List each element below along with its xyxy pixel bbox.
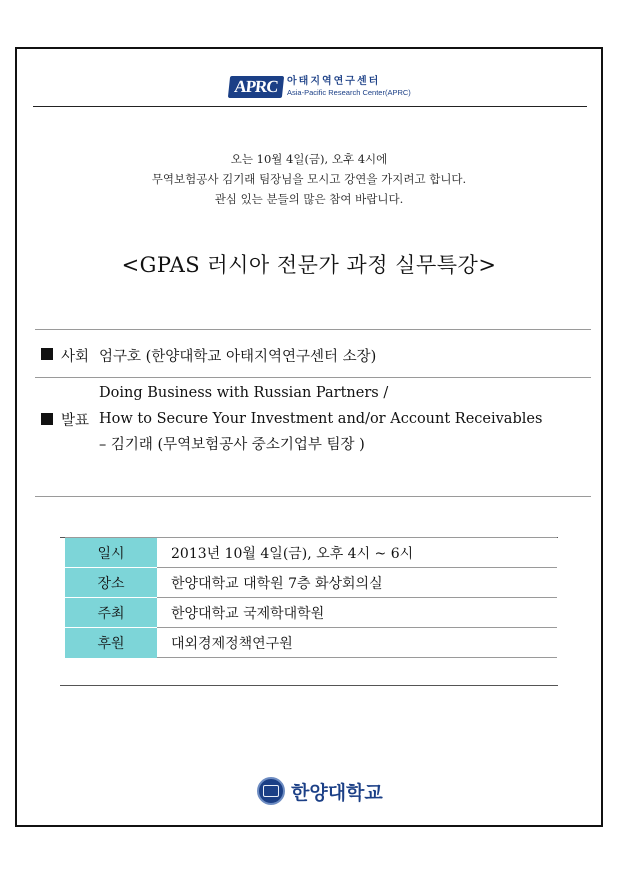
presentation-line-3: – 김기래 (무역보험공사 중소기업부 팀장 ) <box>99 437 365 453</box>
lecture-title: <GPAS 러시아 전문가 과정 실무특강> <box>121 253 497 277</box>
square-bullet-icon <box>41 348 53 360</box>
presentation-line-1: Doing Business with Russian Partners / <box>99 385 389 401</box>
table-bottom-rule <box>60 685 558 686</box>
host-row <box>41 345 376 366</box>
intro-line-1: 오는 10월 4일(금), 오후 4시에 <box>230 152 388 166</box>
presentation-label: 발표 <box>61 413 90 429</box>
divider-3 <box>35 496 591 497</box>
university-seal-icon <box>257 777 285 805</box>
table-row <box>65 538 557 568</box>
university-logo <box>257 777 383 805</box>
divider-1 <box>35 329 591 330</box>
aprc-logo-text <box>287 77 411 97</box>
presentation-details <box>99 380 542 458</box>
table-row <box>65 598 557 628</box>
info-value: 2013년 10월 4일(금), 오후 4시 ~ 6시 <box>171 538 557 568</box>
poster-frame <box>15 47 603 827</box>
host-label: 사회 <box>61 349 90 365</box>
university-name: 한양대학교 <box>291 781 383 804</box>
event-info-table <box>65 537 557 658</box>
square-bullet-icon <box>41 413 53 425</box>
aprc-logo-korean: 아태지역연구센터 <box>287 76 381 88</box>
host-text: 엄구호 (한양대학교 아태지역연구센터 소장) <box>99 349 377 365</box>
divider-2 <box>35 377 591 378</box>
intro-line-3: 관심 있는 분들의 많은 참여 바랍니다. <box>214 192 404 206</box>
info-value: 대외경제정책연구원 <box>171 628 557 658</box>
aprc-logo-badge: APRC <box>228 76 284 98</box>
intro-line-2: 무역보험공사 김기래 팀장님을 모시고 강연을 가지려고 합니다. <box>151 172 467 186</box>
header-divider <box>33 106 587 107</box>
table-row <box>65 628 557 658</box>
info-key: 장소 <box>65 568 157 598</box>
aprc-logo-english: Asia-Pacific Research Center(APRC) <box>287 88 411 98</box>
info-key: 일시 <box>65 538 157 568</box>
info-value: 한양대학교 대학원 7층 화상회의실 <box>171 568 557 598</box>
info-value: 한양대학교 국제학대학원 <box>171 598 557 628</box>
presentation-line-2: How to Secure Your Investment and/or Account Receivables <box>99 411 543 427</box>
aprc-logo <box>229 75 411 99</box>
intro-text <box>17 149 601 209</box>
presentation-row <box>41 385 543 458</box>
info-key: 후원 <box>65 628 157 658</box>
info-key: 주최 <box>65 598 157 628</box>
table-row <box>65 568 557 598</box>
